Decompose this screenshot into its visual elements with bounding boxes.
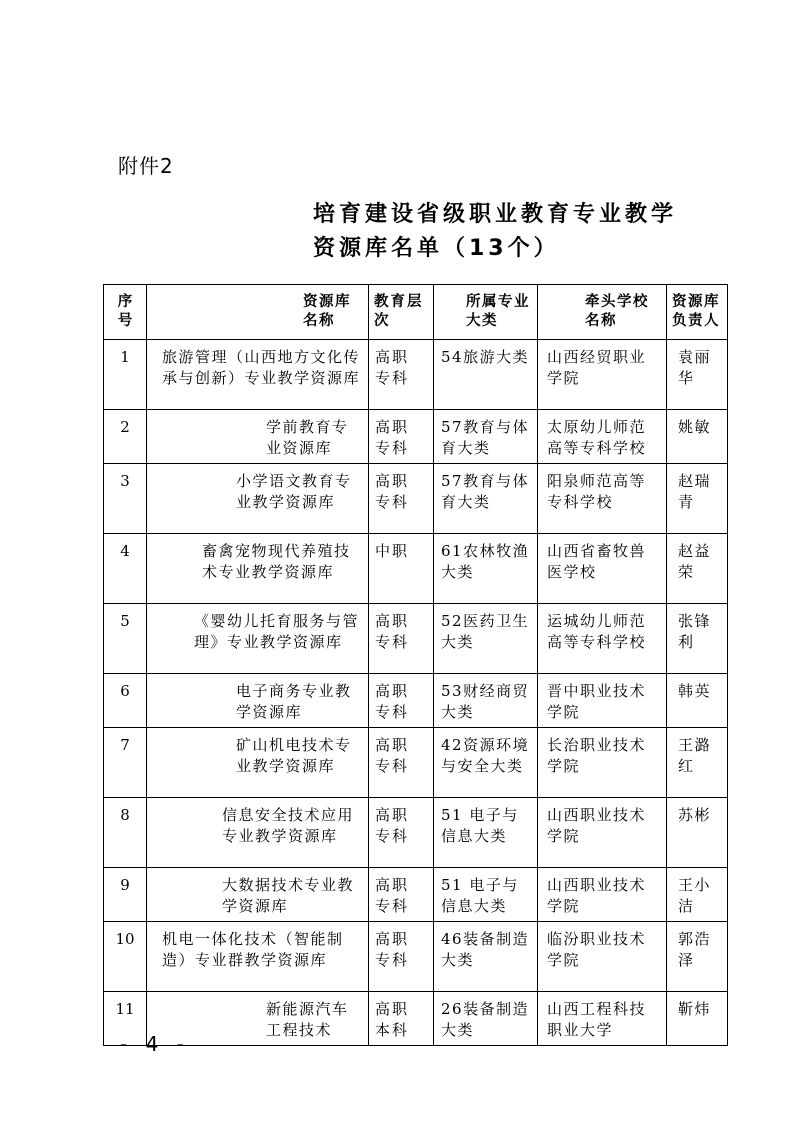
cell-category-text: 57教育与体育大类 <box>441 472 530 511</box>
page-number: - 4 - <box>120 1032 190 1056</box>
cell-name <box>147 464 369 534</box>
cell-level-text: 高职专科 <box>375 876 410 915</box>
cell-index-text: 10 <box>115 930 135 948</box>
cell-index <box>104 922 147 992</box>
cell-name-text: 新能源汽车工程技术 <box>266 1000 349 1039</box>
cell-category-text: 26装备制造大类 <box>441 1000 530 1039</box>
cell-category <box>434 798 538 868</box>
cell-level-text: 高职专科 <box>375 736 410 775</box>
cell-school <box>538 922 667 992</box>
table-row <box>104 340 728 410</box>
table-row <box>104 410 728 464</box>
cell-level <box>369 340 434 410</box>
cell-category-text: 57教育与体育大类 <box>441 418 530 457</box>
cell-level-text: 高职专科 <box>375 806 410 845</box>
cell-index <box>104 534 147 604</box>
cell-level <box>369 674 434 728</box>
cell-school <box>538 604 667 674</box>
cell-school <box>538 674 667 728</box>
cell-school <box>538 798 667 868</box>
cell-lead <box>667 534 728 604</box>
cell-lead-text: 靳炜 <box>678 1000 712 1018</box>
cell-name-text: 大数据技术专业教学资源库 <box>222 876 355 915</box>
cell-lead <box>667 922 728 992</box>
cell-level <box>369 604 434 674</box>
cell-lead-text: 王潞红 <box>678 736 712 775</box>
cell-lead <box>667 604 728 674</box>
title-line-1: 培育建设省级职业教育专业教学 <box>313 202 678 227</box>
cell-name-text: 旅游管理（山西地方文化传承与创新）专业教学资源库 <box>162 348 361 387</box>
cell-school <box>538 410 667 464</box>
cell-index-text: 9 <box>120 876 130 894</box>
cell-name <box>147 410 369 464</box>
cell-level <box>369 868 434 922</box>
cell-school-text: 山西职业技术学院 <box>547 806 647 845</box>
cell-lead-text: 苏彬 <box>678 806 712 824</box>
cell-school-text: 运城幼儿师范高等专科学校 <box>547 612 647 651</box>
cell-index <box>104 464 147 534</box>
cell-name <box>147 604 369 674</box>
cell-lead-text: 姚敏 <box>678 418 712 436</box>
cell-category <box>434 464 538 534</box>
cell-lead <box>667 728 728 798</box>
cell-level <box>369 410 434 464</box>
cell-school-text: 长治职业技术学院 <box>547 736 647 775</box>
attachment-label: 附件2 <box>118 154 174 178</box>
cell-level-text: 高职专科 <box>375 472 410 511</box>
cell-school <box>538 534 667 604</box>
cell-school <box>538 992 667 1046</box>
header-category: 所属专业大类 <box>434 285 538 340</box>
cell-school <box>538 340 667 410</box>
cell-name-text: 机电一体化技术（智能制造）专业群教学资源库 <box>162 930 344 969</box>
cell-school-text: 太原幼儿师范高等专科学校 <box>547 418 647 457</box>
cell-name-text: 矿山机电技术专业教学资源库 <box>236 736 352 775</box>
cell-school <box>538 464 667 534</box>
cell-level <box>369 728 434 798</box>
cell-lead-text: 韩英 <box>678 682 712 700</box>
cell-category-text: 51 电子与信息大类 <box>441 806 519 845</box>
cell-index-text: 2 <box>120 418 130 436</box>
cell-name-text: 小学语文教育专业教学资源库 <box>236 472 352 511</box>
cell-index <box>104 728 147 798</box>
cell-school-text: 山西工程科技职业大学 <box>547 1000 647 1039</box>
cell-category-text: 54旅游大类 <box>441 348 530 366</box>
cell-level-text: 高职专科 <box>375 418 410 457</box>
table-row <box>104 464 728 534</box>
cell-index <box>104 674 147 728</box>
cell-category <box>434 534 538 604</box>
cell-level-text: 高职本科 <box>375 1000 410 1039</box>
cell-index-text: 11 <box>115 1000 135 1018</box>
cell-level <box>369 534 434 604</box>
table-row <box>104 992 728 1046</box>
cell-category <box>434 340 538 410</box>
cell-category-text: 46装备制造大类 <box>441 930 530 969</box>
cell-level-text: 高职专科 <box>375 348 410 387</box>
cell-index <box>104 604 147 674</box>
cell-name <box>147 922 369 992</box>
cell-category <box>434 674 538 728</box>
cell-lead <box>667 868 728 922</box>
cell-lead <box>667 464 728 534</box>
cell-index-text: 6 <box>120 682 130 700</box>
header-lead: 资源库负责人 <box>667 285 728 340</box>
cell-name <box>147 728 369 798</box>
cell-lead <box>667 410 728 464</box>
cell-name <box>147 534 369 604</box>
header-level: 教育层次 <box>369 285 434 340</box>
cell-category-text: 61农林牧渔大类 <box>441 542 530 581</box>
cell-lead-text: 赵益荣 <box>678 542 712 581</box>
cell-school-text: 阳泉师范高等专科学校 <box>547 472 647 511</box>
title-line-2: 资源库名单（13个） <box>313 236 560 261</box>
cell-category <box>434 604 538 674</box>
cell-level-text: 高职专科 <box>375 612 410 651</box>
cell-name-text: 信息安全技术应用专业教学资源库 <box>222 806 355 845</box>
cell-lead <box>667 992 728 1046</box>
cell-category-text: 51 电子与信息大类 <box>441 876 519 915</box>
cell-school-text: 山西职业技术学院 <box>547 876 647 915</box>
cell-index-text: 1 <box>120 348 130 366</box>
cell-level-text: 高职专科 <box>375 930 410 969</box>
cell-name-text: 《婴幼儿托育服务与管理》专业教学资源库 <box>194 612 360 651</box>
cell-name <box>147 340 369 410</box>
document-title <box>313 198 733 266</box>
cell-name-text: 畜禽宠物现代养殖技术专业教学资源库 <box>202 542 351 581</box>
cell-level <box>369 798 434 868</box>
cell-category-text: 52医药卫生大类 <box>441 612 530 651</box>
cell-category <box>434 410 538 464</box>
cell-lead-text: 赵瑞青 <box>678 472 712 511</box>
table-row <box>104 868 728 922</box>
cell-name <box>147 798 369 868</box>
header-index: 序号 <box>104 285 147 340</box>
cell-category <box>434 922 538 992</box>
cell-level-text: 高职专科 <box>375 682 410 721</box>
cell-level <box>369 992 434 1046</box>
cell-index <box>104 868 147 922</box>
cell-name <box>147 868 369 922</box>
cell-lead-text: 郭浩泽 <box>678 930 712 969</box>
cell-level <box>369 464 434 534</box>
cell-category-text: 53财经商贸大类 <box>441 682 530 721</box>
table-row <box>104 798 728 868</box>
cell-school-text: 晋中职业技术学院 <box>547 682 647 721</box>
cell-index-text: 7 <box>120 736 130 754</box>
cell-school-text: 临汾职业技术学院 <box>547 930 647 969</box>
cell-lead-text: 张锋利 <box>678 612 712 651</box>
cell-index-text: 8 <box>120 806 130 824</box>
cell-name <box>147 674 369 728</box>
cell-index-text: 3 <box>120 472 130 490</box>
cell-school <box>538 868 667 922</box>
cell-school-text: 山西经贸职业学院 <box>547 348 647 387</box>
cell-level-text: 中职 <box>375 542 410 560</box>
cell-lead <box>667 798 728 868</box>
cell-index-text: 4 <box>120 542 130 560</box>
table-row <box>104 604 728 674</box>
table-row <box>104 674 728 728</box>
cell-lead-text: 袁丽华 <box>678 348 712 387</box>
cell-category <box>434 868 538 922</box>
cell-name-text: 电子商务专业教学资源库 <box>236 682 352 721</box>
cell-lead <box>667 674 728 728</box>
cell-category <box>434 728 538 798</box>
cell-index <box>104 340 147 410</box>
cell-school-text: 山西省畜牧兽医学校 <box>547 542 647 581</box>
resource-library-table <box>103 284 728 1046</box>
cell-level <box>369 922 434 992</box>
cell-lead <box>667 340 728 410</box>
table-header-row <box>104 285 728 340</box>
cell-category <box>434 992 538 1046</box>
cell-name-text: 学前教育专业资源库 <box>266 418 349 457</box>
cell-category-text: 42资源环境与安全大类 <box>441 736 530 775</box>
cell-index <box>104 798 147 868</box>
cell-index <box>104 410 147 464</box>
table-row <box>104 534 728 604</box>
table-row <box>104 922 728 992</box>
table-row <box>104 728 728 798</box>
header-name: 资源库名称 <box>147 285 369 340</box>
cell-lead-text: 王小洁 <box>678 876 712 915</box>
cell-index-text: 5 <box>120 612 130 630</box>
cell-school <box>538 728 667 798</box>
header-school: 牵头学校名称 <box>538 285 667 340</box>
